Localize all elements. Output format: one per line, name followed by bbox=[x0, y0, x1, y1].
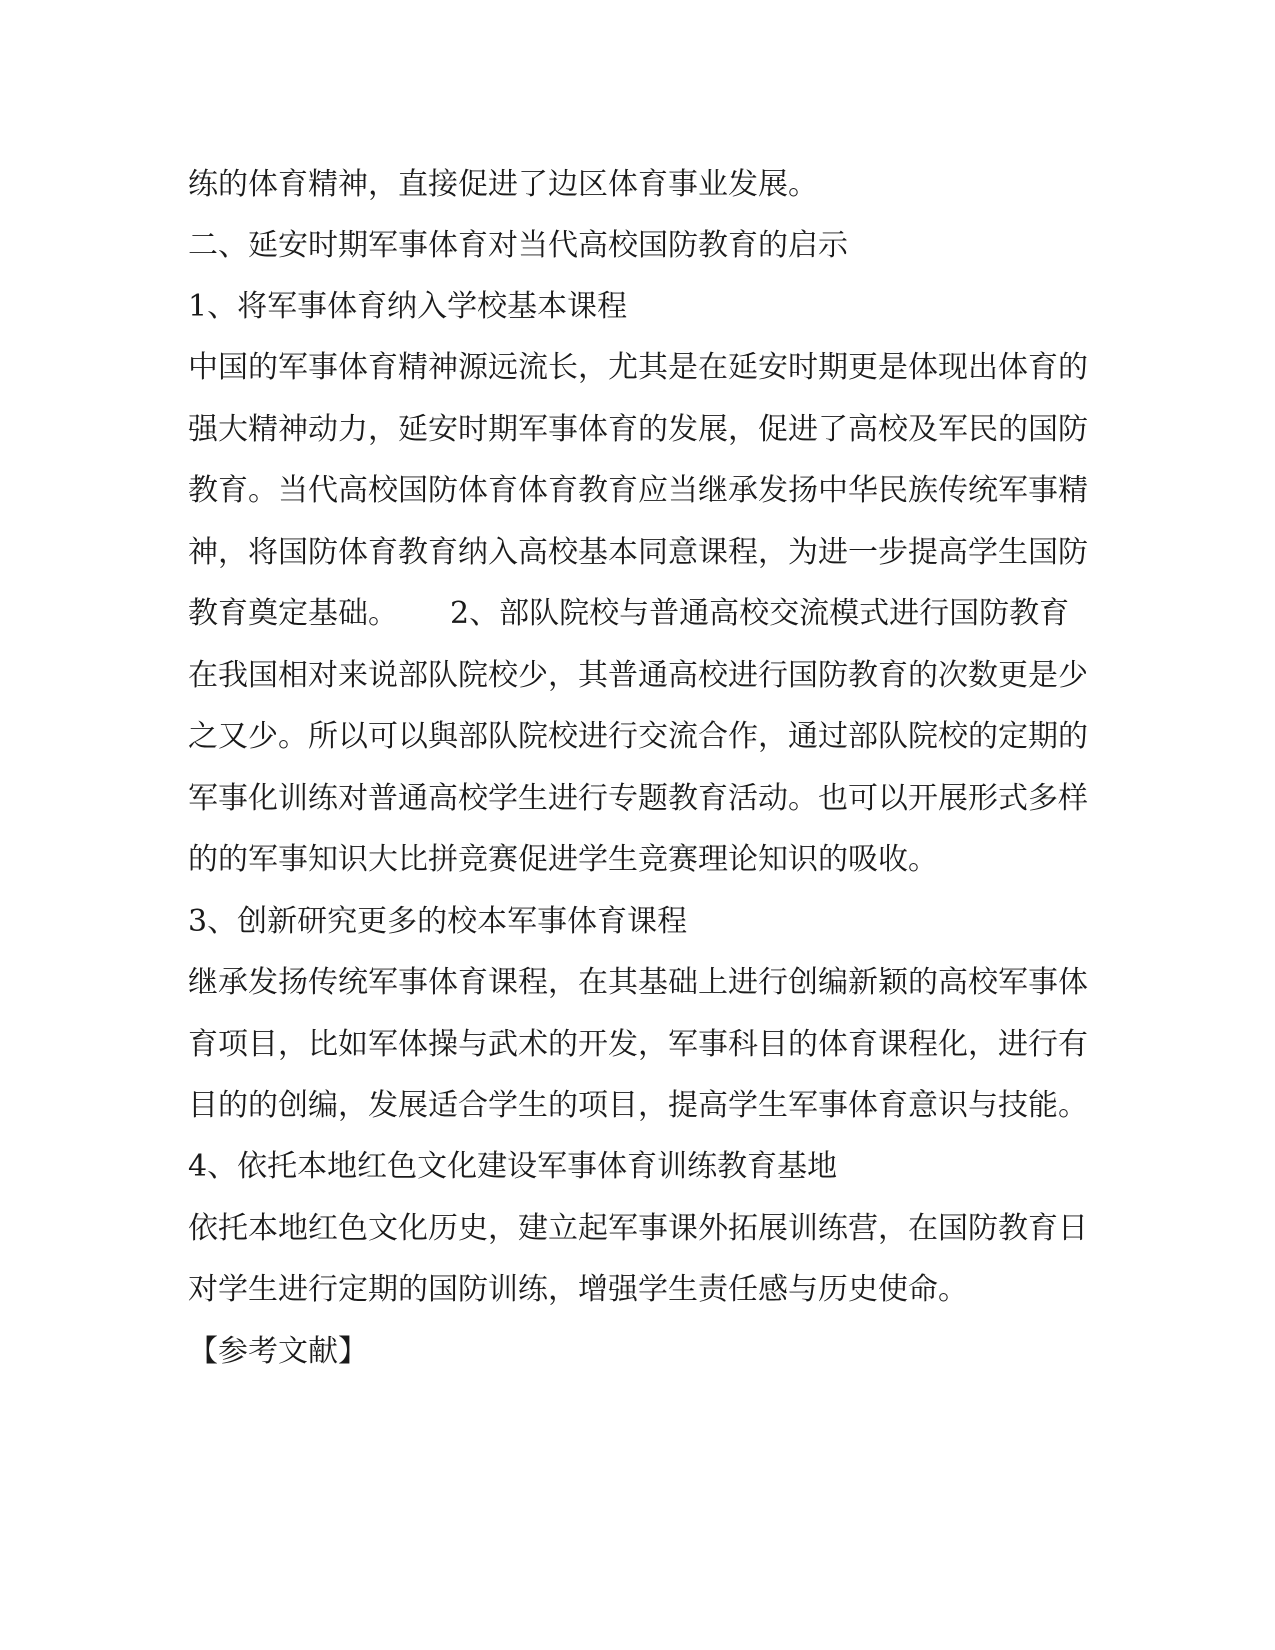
text-line: 练的体育精神，直接促进了边区体育事业发展。 bbox=[188, 167, 818, 202]
text-line: 强大精神动力，延安时期军事体育的发展，促进了高校及军民的国防 bbox=[188, 412, 1088, 447]
text-line: 继承发扬传统军事体育课程，在其基础上进行创编新颖的高校军事体 bbox=[188, 965, 1088, 1000]
subsection-heading: 3、创新研究更多的校本军事体育课程 bbox=[188, 904, 688, 939]
references-heading: 【参考文献】 bbox=[188, 1334, 368, 1369]
subsection-heading: 4、依托本地红色文化建设军事体育训练教育基地 bbox=[188, 1149, 838, 1184]
text-line: 中国的军事体育精神源远流长，尤其是在延安时期更是体现出体育的 bbox=[188, 350, 1088, 385]
text-fragment: 教育奠定基础。 bbox=[188, 596, 398, 631]
text-line: 依托本地红色文化历史，建立起军事课外拓展训练营，在国防教育日 bbox=[188, 1211, 1088, 1246]
text-line: 目的的创编，发展适合学生的项目，提高学生军事体育意识与技能。 bbox=[188, 1088, 1088, 1123]
subsection-heading: 2、部队院校与普通高校交流模式进行国防教育 bbox=[450, 596, 1070, 631]
text-line: 神，将国防体育教育纳入高校基本同意课程，为进一步提高学生国防 bbox=[188, 535, 1088, 570]
subsection-heading: 1、将军事体育纳入学校基本课程 bbox=[188, 289, 628, 324]
text-line: 之又少。所以可以與部队院校进行交流合作，通过部队院校的定期的 bbox=[188, 719, 1088, 754]
text-line: 育项目，比如军体操与武术的开发，军事科目的体育课程化，进行有 bbox=[188, 1027, 1088, 1062]
text-line: 的的军事知识大比拼竞赛促进学生竞赛理论知识的吸收。 bbox=[188, 842, 938, 877]
text-line-with-subsection bbox=[188, 594, 1069, 634]
text-line: 教育。当代高校国防体育体育教育应当继承发扬中华民族传统军事精 bbox=[188, 473, 1088, 508]
text-line: 对学生进行定期的国防训练，增强学生责任感与历史使命。 bbox=[188, 1272, 968, 1307]
text-line: 军事化训练对普通高校学生进行专题教育活动。也可以开展形式多样 bbox=[188, 781, 1088, 816]
text-line: 在我国相对来说部队院校少，其普通高校进行国防教育的次数更是少 bbox=[188, 658, 1088, 693]
section-heading: 二、延安时期军事体育对当代高校国防教育的启示 bbox=[188, 228, 848, 263]
